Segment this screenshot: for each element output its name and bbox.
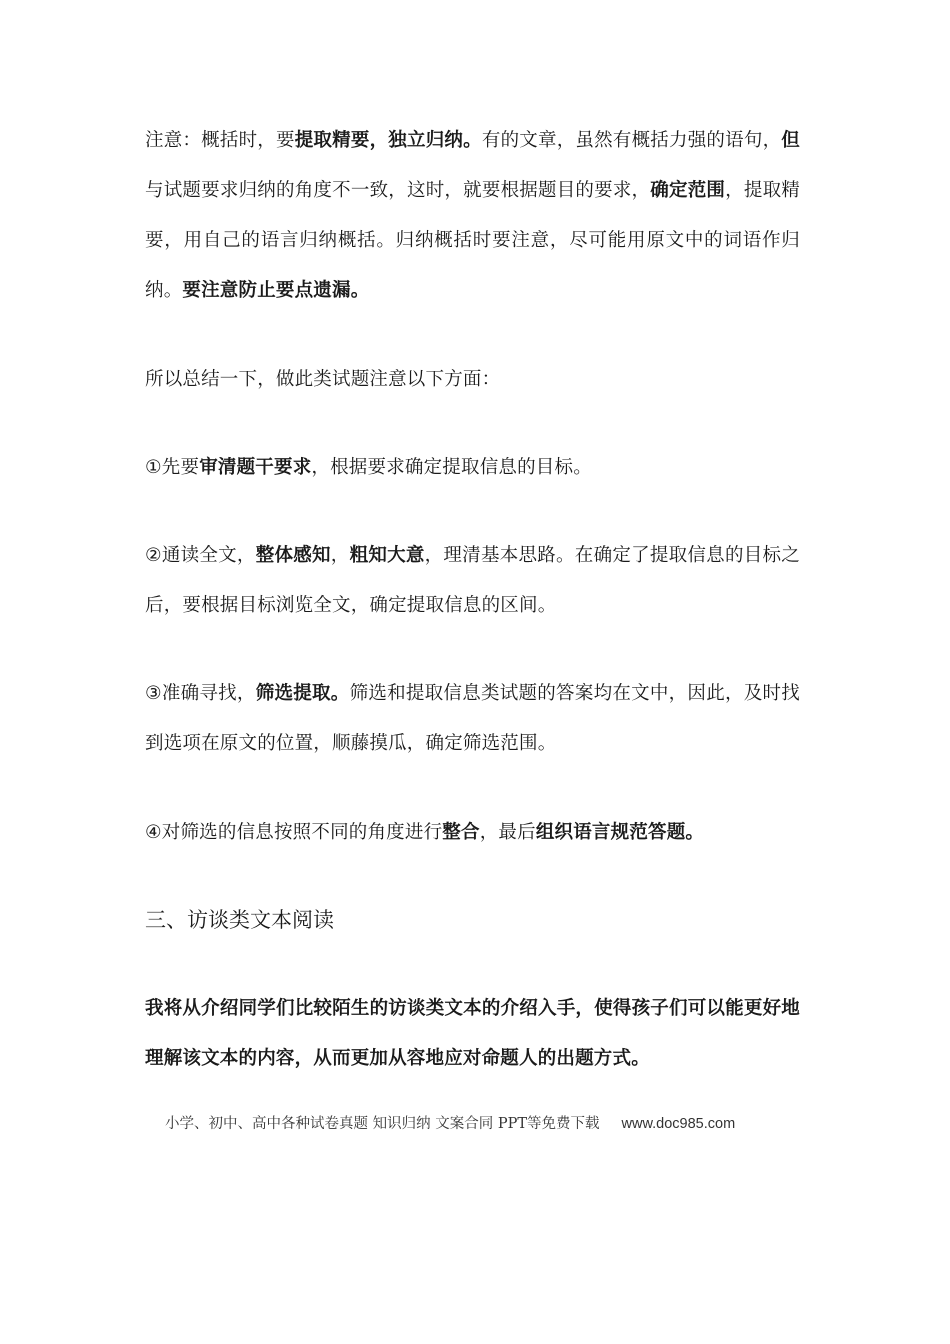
list-item-4: [145, 808, 800, 858]
text-span: 有的文章，虽然有概括力强的语句，: [481, 130, 782, 151]
footer-text: 小学、初中、高中各种试卷真题 知识归纳 文案合同 PPT等免费下载: [165, 1116, 600, 1132]
bold-span: 提取精要，独立归纳。: [294, 130, 482, 151]
text-span: ，理清基本思路。在确定了提取信息的目标之后，要根据目标浏览全文，确定提取信息的区间。: [145, 545, 800, 616]
text-span: ，: [330, 545, 350, 566]
text-span: ，最后: [479, 822, 536, 843]
list-item-3: [145, 669, 800, 769]
text-span: 与试题要求归纳的角度不一致，这时，就要根据题目的要求，: [145, 180, 651, 201]
text-span: ，根据要求确定提取信息的目标。: [311, 457, 592, 478]
section-heading: 三、访谈类文本阅读: [145, 908, 334, 932]
list-item-2: [145, 531, 800, 631]
text-span: ③准确寻找，: [145, 683, 256, 704]
bold-span: 确定范围: [650, 180, 726, 201]
bold-span: 粗知大意: [349, 545, 425, 566]
bold-span: 整体感知: [255, 545, 331, 566]
paragraph-summary-intro: 所以总结一下，做此类试题注意以下方面：: [145, 369, 501, 390]
bold-span: 审清题干要求: [199, 457, 312, 478]
text-span: 筛选和提取信息类试题的答案均在文中，因此，及时找到选项在原文的位置，顺藤摸瓜，确定筛选范围。: [145, 683, 800, 754]
paragraph-summary-note: [145, 116, 800, 316]
text-span: ②通读全文，: [145, 545, 256, 566]
bold-span: 筛选提取。: [255, 683, 350, 704]
footer-url-link[interactable]: www.doc985.com: [621, 1116, 736, 1132]
page-footer: [165, 1112, 735, 1133]
text-span: ，提取精要，用自己的语言归纳概括。归纳概括时要注意，尽可能用原文中的词语作归纳。: [145, 180, 800, 301]
text-span: 注意：概括时，要: [145, 130, 295, 151]
paragraph-interview-intro: 我将从介绍同学们比较陌生的访谈类文本的介绍入手，使得孩子们可以能更好地理解该文本的内容，从而更加从容地应对命题人的出题方式。: [145, 998, 800, 1069]
list-item-1: [145, 443, 800, 493]
bold-span: 但: [781, 130, 800, 151]
text-span: ①先要: [145, 457, 200, 478]
bold-span: 要注意防止要点遗漏。: [182, 280, 370, 301]
bold-span: 整合: [442, 822, 480, 843]
bold-span: 组织语言规范答题。: [535, 822, 705, 843]
text-span: ④对筛选的信息按照不同的角度进行: [145, 822, 443, 843]
